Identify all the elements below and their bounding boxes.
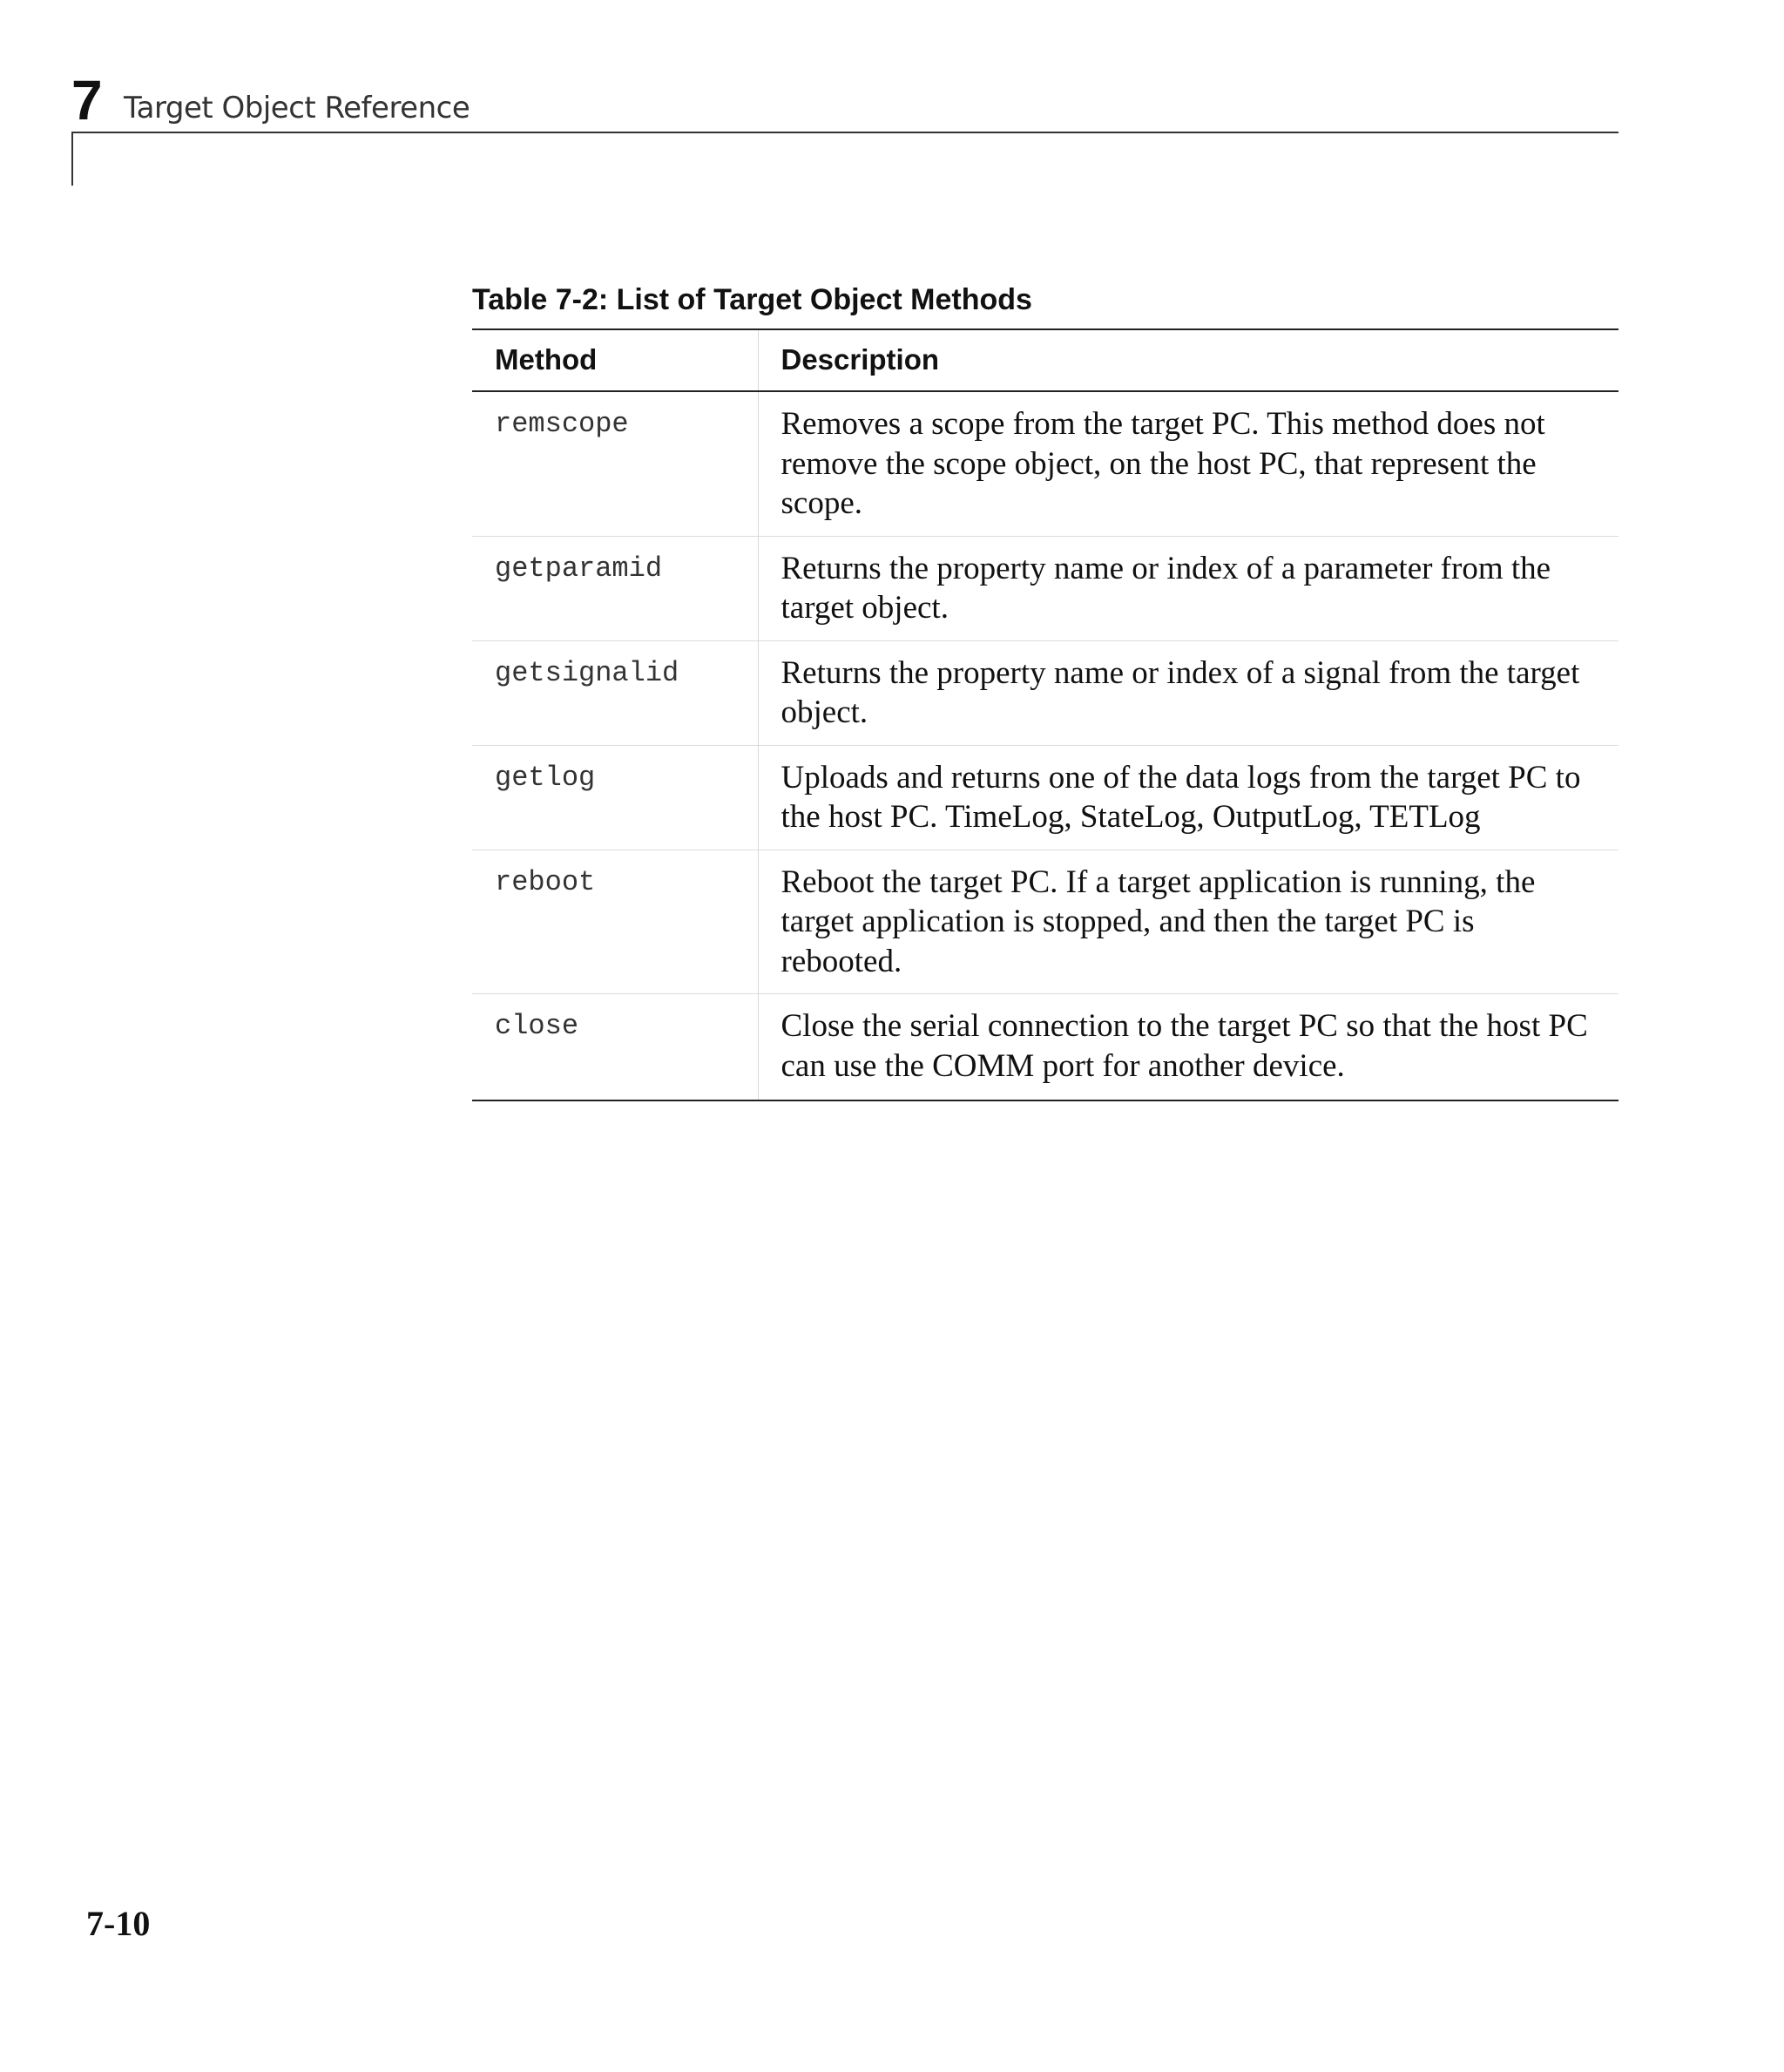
method-description: Returns the property name or index of a parameter from the target object.: [758, 536, 1618, 640]
header-rule: [71, 132, 1618, 133]
chapter-title: Target Object Reference: [124, 91, 470, 125]
chapter-number: 7: [71, 69, 103, 132]
method-name: reboot: [472, 850, 758, 994]
table-row: [472, 994, 1618, 1101]
table-row: [472, 391, 1618, 536]
header-tick: [71, 132, 73, 186]
table-header-row: [472, 329, 1618, 391]
method-description: Close the serial connection to the target PC so that the host PC can use the COMM port for another device.: [758, 994, 1618, 1101]
method-name: getlog: [472, 745, 758, 850]
method-description: Removes a scope from the target PC. This method does not remove the scope object, on the host PC, that represent the scope.: [758, 391, 1618, 536]
method-description: Returns the property name or index of a signal from the target object.: [758, 640, 1618, 745]
method-name: getsignalid: [472, 640, 758, 745]
method-description: Reboot the target PC. If a target application is running, the target application is stopped, and then the target PC is rebooted.: [758, 850, 1618, 994]
method-name: close: [472, 994, 758, 1101]
running-header: [71, 70, 1618, 131]
page-number: 7-10: [86, 1904, 151, 1943]
table-row: [472, 536, 1618, 640]
method-description: Uploads and returns one of the data logs from the target PC to the host PC. TimeLog, StateLog, OutputLog, TETLog: [758, 745, 1618, 850]
table-caption: Table 7-2: List of Target Object Methods: [472, 283, 1032, 316]
table-row: [472, 640, 1618, 745]
column-header-method: Method: [472, 329, 758, 391]
table-row: [472, 850, 1618, 994]
table-row: [472, 745, 1618, 850]
method-name: remscope: [472, 391, 758, 536]
method-name: getparamid: [472, 536, 758, 640]
methods-table: [472, 328, 1618, 1101]
column-header-description: Description: [758, 329, 1618, 391]
